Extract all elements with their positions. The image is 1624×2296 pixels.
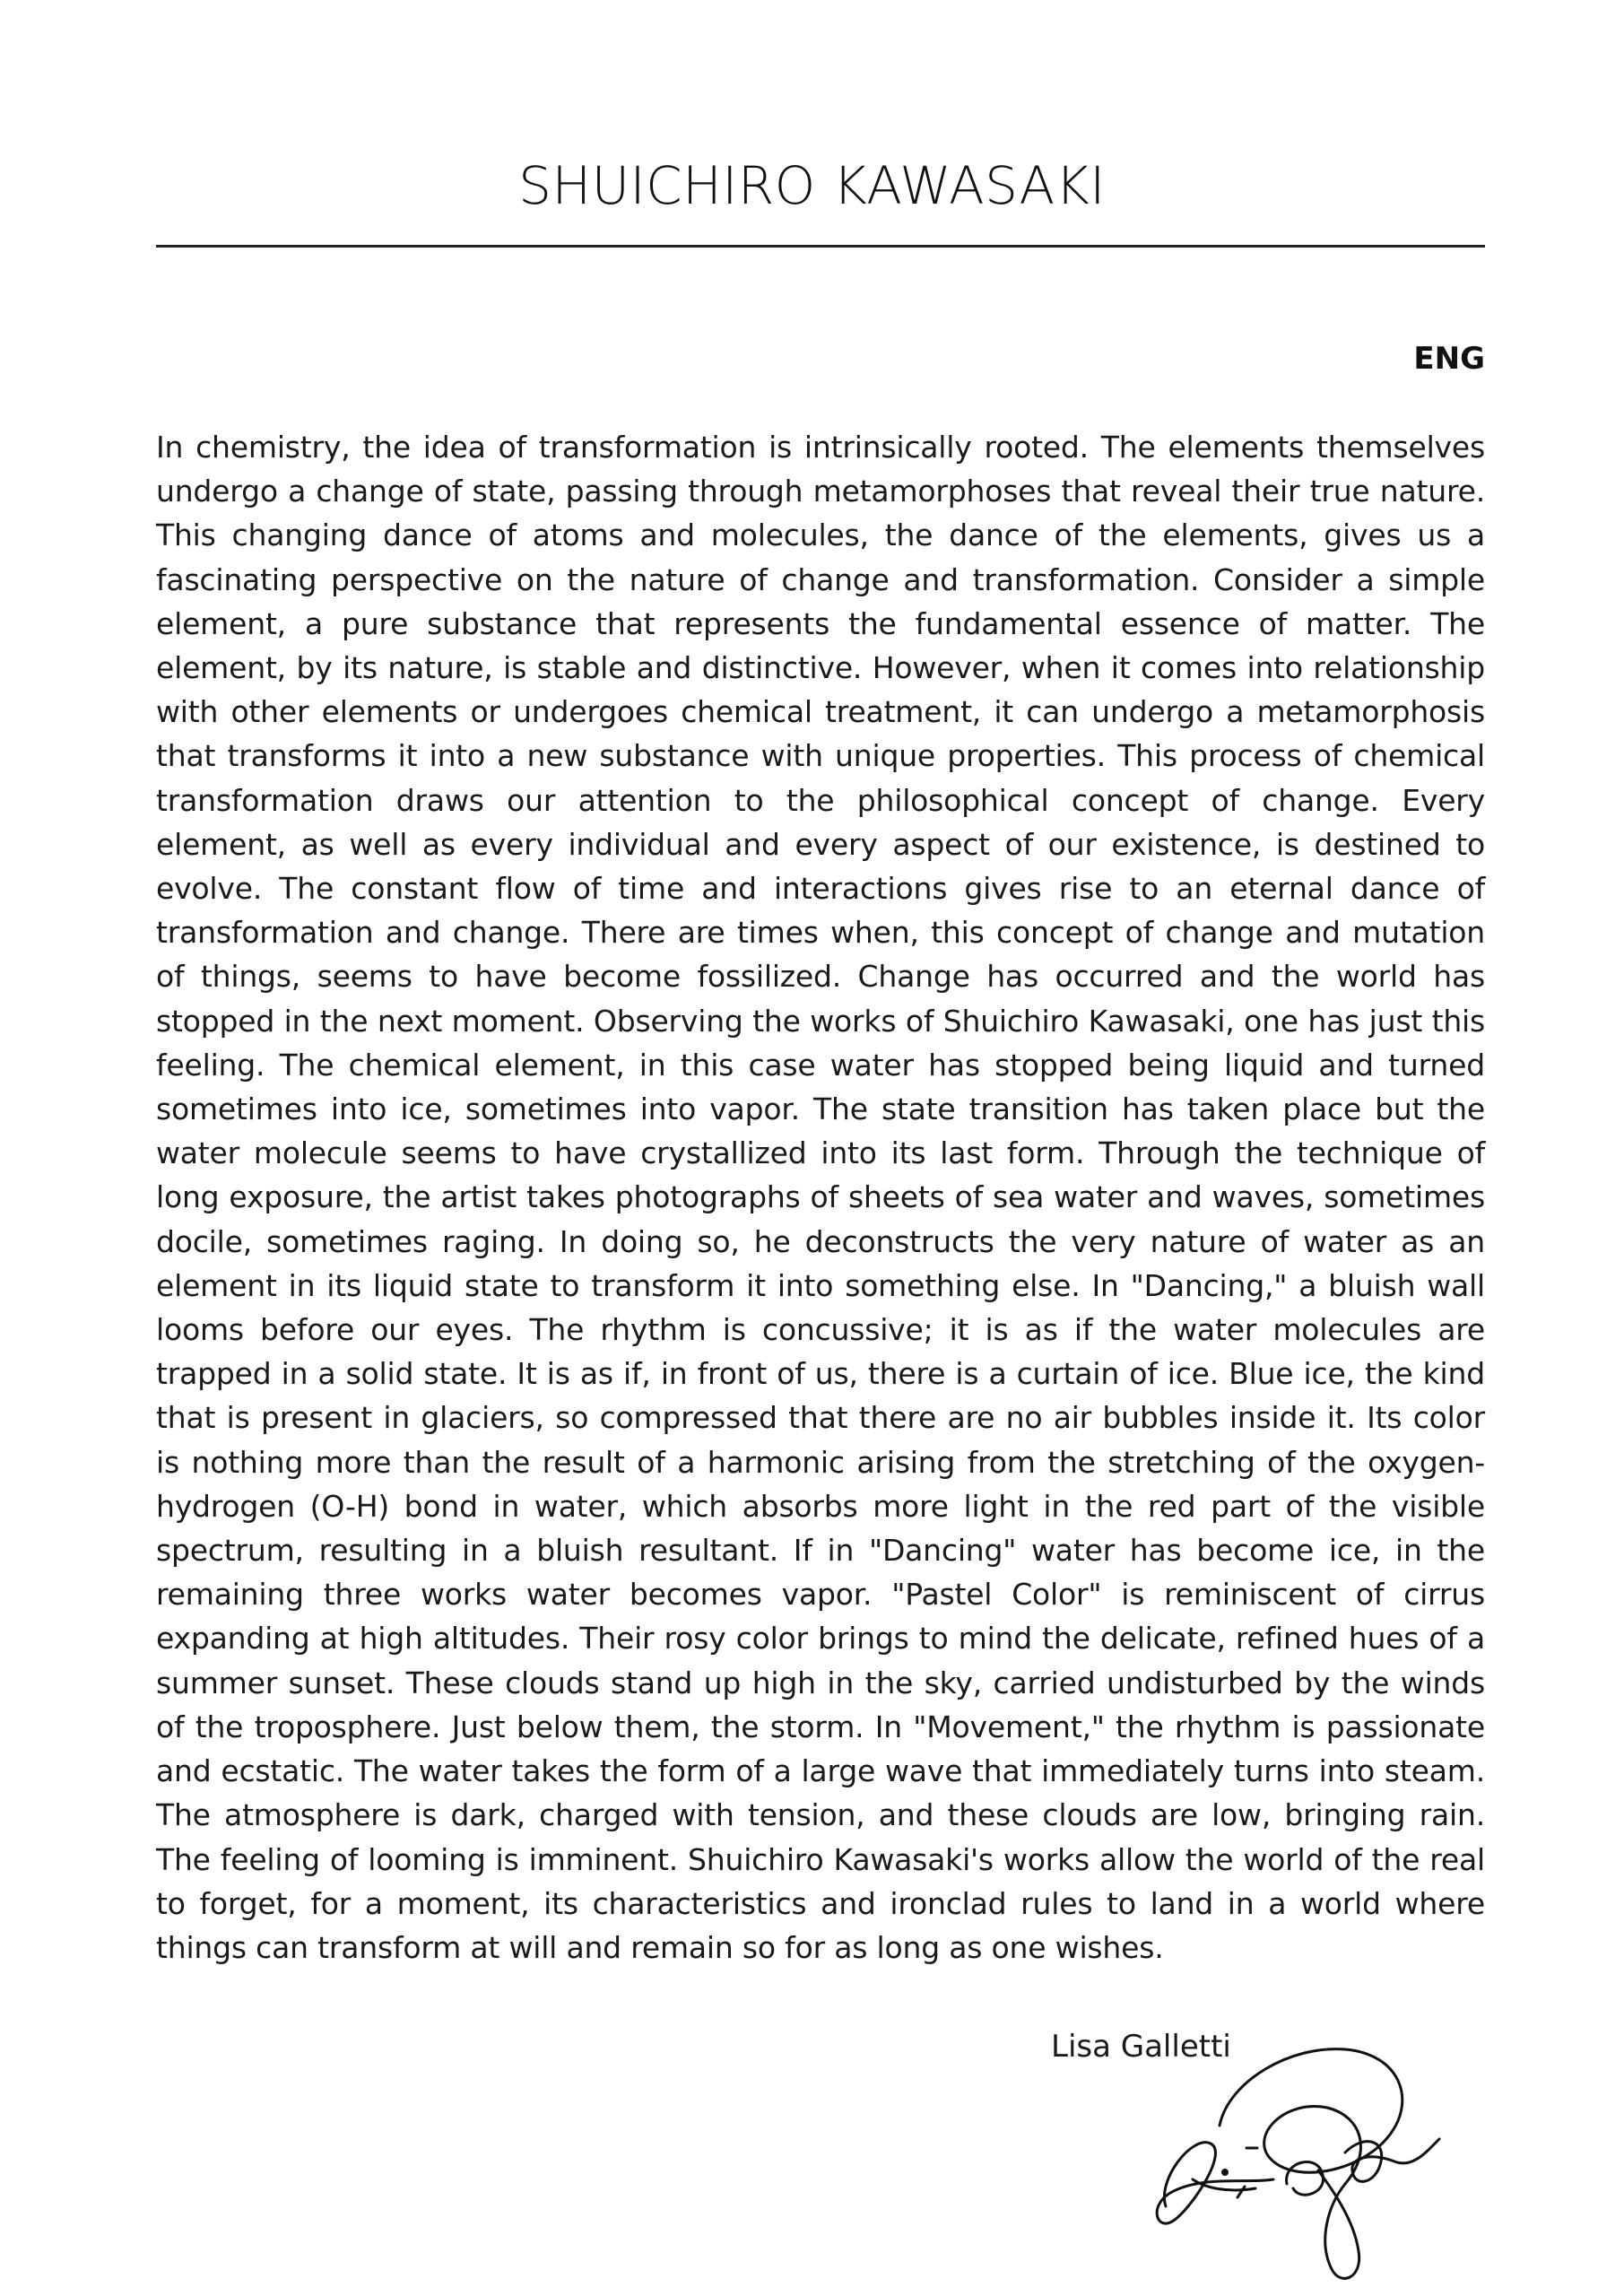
page-title: SHUICHIRO KAWASAKI — [518, 155, 1106, 216]
article-body: In chemistry, the idea of transformation is intrinsically rooted. The elements themselves undergo a change of state, passing through metamorphoses that reveal their true nature. This changing dance of atoms and molecules, the dance of the elements, gives us a fascinating perspective on the nature of change and transformation. Consider a simple element, a pure substance that represents the fundamental essence of matter. The element, by its nature, is stable and distinctive. However, when it comes into relationship with other elements or undergoes chemical treatment, it can undergo a metamorphosis that transforms it into a new substance with unique properties. This process of chemical transformation draws our attention to the philosophical concept of change. Every element, as well as every individual and every aspect of our existence, is destined to evolve. The constant flow of time and interactions gives rise to an eternal dance of transformation and change. There are times when, this concept of change and mutation of things, seems to have become fossilized. Change has occurred and the world has stopped in the next moment. Observing the works of Shuichiro Kawasaki, one has just this feeling. The chemical element, in this case water has stopped being liquid and turned sometimes into ice, sometimes into vapor. The state transition has taken place but the water molecule seems to have crystallized into its last form. Through the technique of long exposure, the artist takes photographs of sheets of sea water and waves, sometimes docile, sometimes raging. In doing so, he deconstructs the very nature of water as an element in its liquid state to transform it into something else. In "Dancing," a bluish wall looms before our eyes. The rhythm is concussive; it is as if the water molecules are trapped in a solid state. It is as if, in front of us, there is a curtain of ice. Blue ice, the kind that is present in glaciers, so compressed that there are no air bubbles inside it. Its color is nothing more than the result of a harmonic arising from the stretching of the oxygen-hydrogen (O-H) bond in water, which absorbs more light in the red part of the visible spectrum, resulting in a bluish resultant. If in "Dancing" water has become ice, in the remaining three works water becomes vapor. "Pastel Color" is reminiscent of cirrus expanding at high altitudes. Their rosy color brings to mind the delicate, refined hues of a summer sunset. These clouds stand up high in the sky, carried undisturbed by the winds of the troposphere. Just below them, the storm. In "Movement," the rhythm is passionate and ecstatic. The water takes the form of a large wave that immediately turns into steam. The atmosphere is dark, charged with tension, and these clouds are low, bringing rain. The feeling of looming is imminent. Shuichiro Kawasaki's works allow the world of the real to forget, for a moment, its characteristics and ironclad rules to land in a world where things can transform at will and remain so for as long as one wishes. — [156, 430, 1485, 1965]
title-divider — [156, 245, 1485, 248]
language-label: ENG — [1413, 341, 1485, 377]
author-name: Lisa Galletti — [1051, 2029, 1231, 2065]
handwritten-signature — [1139, 2027, 1462, 2296]
